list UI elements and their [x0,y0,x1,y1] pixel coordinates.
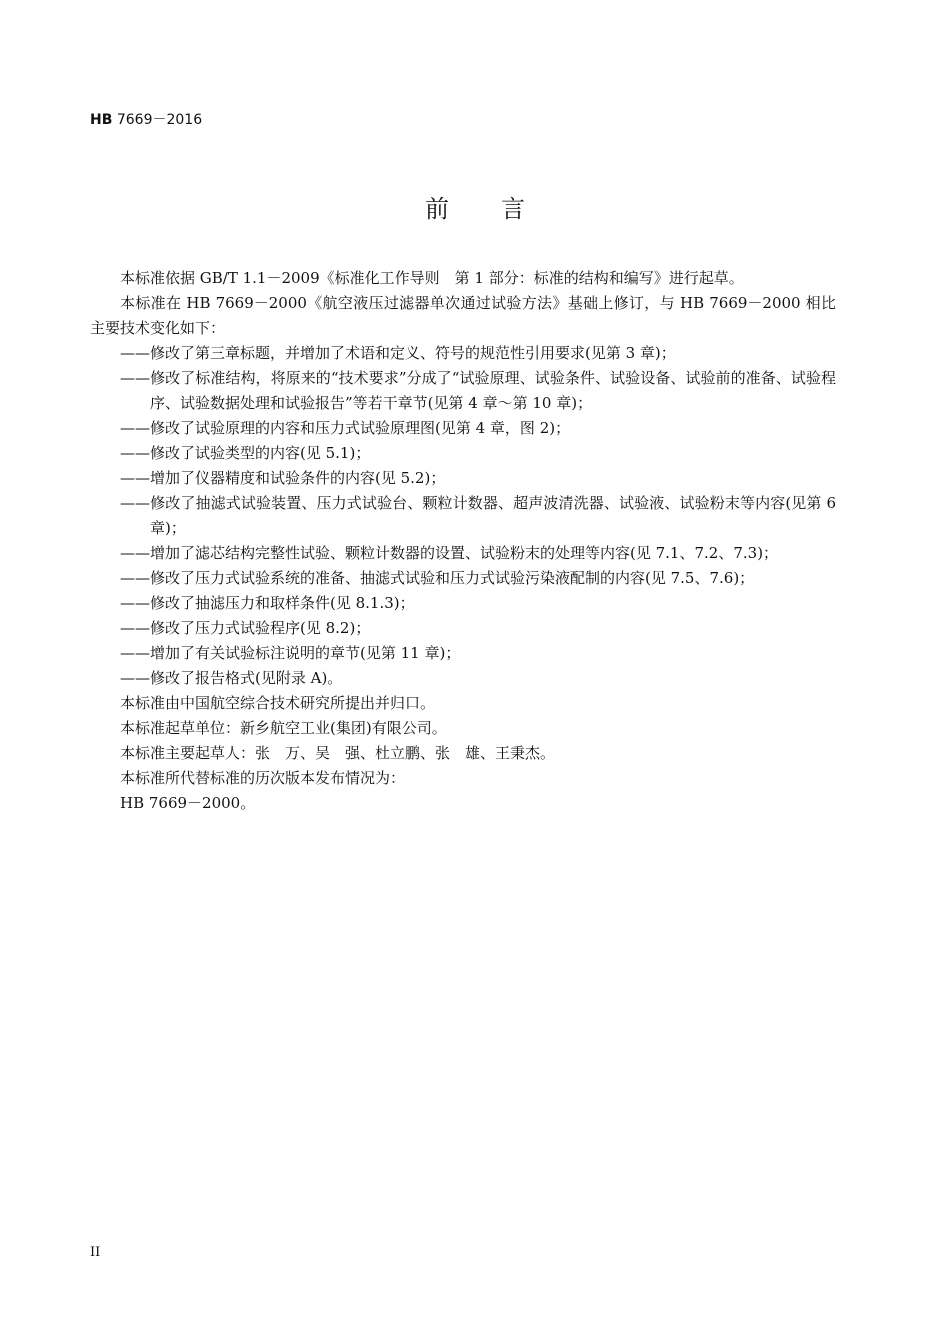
page-title: 前言 [425,195,577,223]
change-item: ——修改了报告格式(见附录 A)。 [120,669,343,687]
change-item: ——修改了标准结构，将原来的“技术要求”分成了“试验原理、试验条件、试验设备、试验前的准备、试验程序、试验数据处理和试验报告”等若干章节(见第 4 章～第 10 章)； [120,369,836,412]
paragraph-proposer: 本标准由中国航空综合技术研究所提出并归口。 [120,694,436,712]
change-item: ——增加了有关试验标注说明的章节(见第 11 章)； [120,644,461,662]
change-item: ——修改了抽滤压力和取样条件(见 8.1.3)； [120,594,415,612]
paragraph-drafting-unit: 本标准起草单位：新乡航空工业(集团)有限公司。 [120,719,447,737]
paragraph-drafters: 本标准主要起草人：张 万、吴 强、杜立鹏、张 雄、王秉杰。 [120,744,556,762]
change-item: ——修改了抽滤式试验装置、压力式试验台、颗粒计数器、超声波清洗器、试验液、试验粉末等内容(见第 6 章)； [120,494,836,537]
paragraph-revision: 本标准在 HB 7669－2000《航空液压过滤器单次通过试验方法》基础上修订，与 HB 7669－2000 相比主要技术变化如下： [90,294,836,337]
change-item: ——修改了试验原理的内容和压力式试验原理图(见第 4 章，图 2)； [120,419,571,437]
change-item: ——修改了压力式试验程序(见 8.2)； [120,619,371,637]
standard-code-prefix: HB [90,112,113,128]
change-item: ——修改了第三章标题，并增加了术语和定义、符号的规范性引用要求(见第 3 章)； [120,344,676,362]
change-item: ——增加了仪器精度和试验条件的内容(见 5.2)； [120,469,446,487]
page-number: II [90,1245,101,1260]
paragraph-history: 本标准所代替标准的历次版本发布情况为： [120,769,406,787]
paragraph-previous-edition: HB 7669－2000。 [120,794,256,812]
change-item: ——修改了压力式试验系统的准备、抽滤式试验和压力式试验污染液配制的内容(见 7.5、7.6)； [120,569,755,587]
foreword-body [90,266,836,816]
standard-code [90,110,202,130]
change-item: ——增加了滤芯结构完整性试验、颗粒计数器的设置、试验粉末的处理等内容(见 7.1、7.2、7.3)； [120,544,779,562]
standard-code-number: 7669－2016 [112,112,203,128]
change-item: ——修改了试验类型的内容(见 5.1)； [120,444,371,462]
paragraph-basis: 本标准依据 GB/T 1.1－2009《标准化工作导则 第 1 部分：标准的结构和编写》进行起草。 [120,269,744,287]
